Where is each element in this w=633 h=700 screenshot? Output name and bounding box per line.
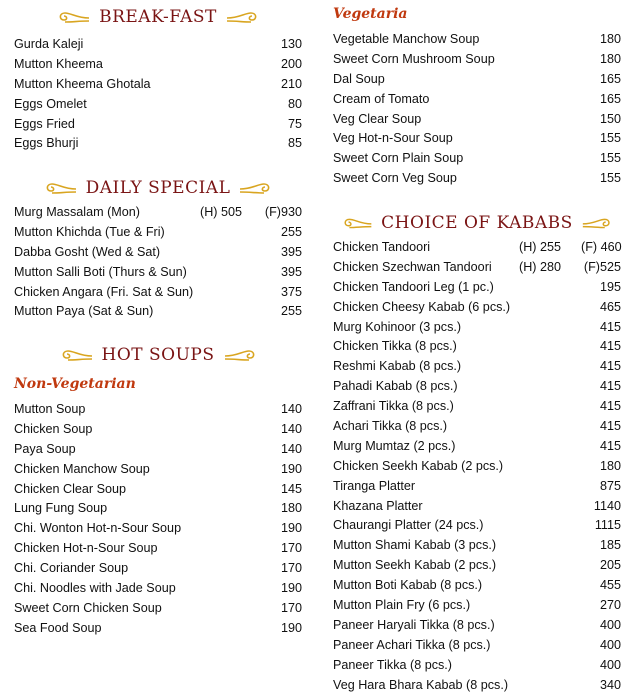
menu-item bbox=[333, 257, 621, 277]
item-price: 155 bbox=[599, 171, 621, 186]
daily-special-heading bbox=[14, 178, 302, 198]
item-price: 255 bbox=[280, 304, 302, 319]
item-price: 75 bbox=[287, 116, 302, 131]
item-name: Gurda Kaleji bbox=[14, 36, 84, 51]
item-name: Chicken Manchow Soup bbox=[14, 461, 150, 476]
gold-swirl-icon bbox=[50, 347, 94, 363]
item-price: 130 bbox=[280, 36, 302, 51]
item-price: 455 bbox=[599, 578, 621, 593]
item-name: Chi. Wonton Hot-n-Sour Soup bbox=[14, 521, 182, 536]
hot-soups-heading bbox=[14, 345, 302, 365]
menu-item bbox=[333, 635, 621, 655]
item-name: Pahadi Kabab (8 pcs.) bbox=[333, 379, 458, 394]
item-price: 395 bbox=[280, 244, 302, 259]
menu-item bbox=[14, 399, 302, 419]
menu-item bbox=[14, 459, 302, 479]
gold-swirl-icon bbox=[581, 215, 621, 231]
gold-swirl-icon bbox=[225, 9, 269, 25]
item-name: Sweet Corn Plain Soup bbox=[333, 151, 464, 166]
item-name: Dal Soup bbox=[333, 71, 385, 86]
item-name: Veg Hot-n-Sour Soup bbox=[333, 131, 453, 146]
item-name: Sweet Corn Mushroom Soup bbox=[333, 51, 495, 66]
item-name: Mutton Kheema bbox=[14, 56, 103, 71]
vegetaria-subheading: Vegetaria bbox=[333, 6, 408, 22]
gold-swirl-icon bbox=[47, 9, 91, 25]
menu-item bbox=[14, 202, 302, 222]
item-price: 465 bbox=[599, 299, 621, 314]
item-price: 340 bbox=[599, 677, 621, 692]
menu-item bbox=[14, 262, 302, 282]
item-price: 200 bbox=[280, 56, 302, 71]
menu-item bbox=[14, 479, 302, 499]
menu-item bbox=[333, 49, 621, 69]
menu-item bbox=[14, 498, 302, 518]
menu-item bbox=[333, 376, 621, 396]
item-price: 210 bbox=[280, 76, 302, 91]
item-name: Lung Fung Soup bbox=[14, 501, 108, 516]
item-price: 415 bbox=[599, 438, 621, 453]
item-name: Mutton Paya (Sat & Sun) bbox=[14, 304, 154, 319]
item-name: Paneer Achari Tikka (8 pcs.) bbox=[333, 637, 491, 652]
menu-item bbox=[14, 114, 302, 134]
item-name: Zaffrani Tikka (8 pcs.) bbox=[333, 399, 454, 414]
item-price: 170 bbox=[280, 600, 302, 615]
gold-swirl-icon bbox=[238, 180, 282, 196]
menu-item bbox=[333, 396, 621, 416]
item-price: 140 bbox=[280, 441, 302, 456]
item-price: 170 bbox=[280, 541, 302, 556]
item-price: (F)525 bbox=[583, 259, 621, 274]
item-name: Paya Soup bbox=[14, 441, 76, 456]
menu-item bbox=[14, 598, 302, 618]
item-price: 415 bbox=[599, 359, 621, 374]
item-name: Chicken Hot-n-Sour Soup bbox=[14, 541, 158, 556]
kababs-heading bbox=[333, 213, 621, 233]
item-price: 400 bbox=[599, 637, 621, 652]
menu-item bbox=[333, 148, 621, 168]
item-price: 415 bbox=[599, 379, 621, 394]
menu-item bbox=[14, 578, 302, 598]
item-price: 140 bbox=[280, 421, 302, 436]
breakfast-heading bbox=[14, 7, 302, 27]
item-name: Mutton Seekh Kabab (2 pcs.) bbox=[333, 558, 497, 573]
item-price: 1140 bbox=[593, 498, 621, 513]
item-name: Chicken Szechwan Tandoori bbox=[333, 259, 492, 274]
menu-item bbox=[14, 242, 302, 262]
item-name: Murg Mumtaz (2 pcs.) bbox=[333, 438, 456, 453]
item-name: Chicken Angara (Fri. Sat & Sun) bbox=[14, 284, 194, 299]
gold-swirl-icon bbox=[223, 347, 267, 363]
breakfast-title: BREAK-FAST bbox=[99, 7, 217, 27]
item-price: 415 bbox=[599, 399, 621, 414]
item-name: Sweet Corn Veg Soup bbox=[333, 171, 457, 186]
menu-item bbox=[14, 94, 302, 114]
menu-item bbox=[14, 222, 302, 242]
menu-item bbox=[333, 416, 621, 436]
item-price: 1115 bbox=[594, 518, 621, 533]
item-price: 180 bbox=[599, 458, 621, 473]
menu-item bbox=[14, 133, 302, 153]
item-price: 180 bbox=[599, 31, 621, 46]
menu-item bbox=[14, 538, 302, 558]
item-name: Chicken Cheesy Kabab (6 pcs.) bbox=[333, 299, 511, 314]
item-price: 415 bbox=[599, 418, 621, 433]
item-name: Chicken Tandoori Leg (1 pc.) bbox=[333, 279, 494, 294]
item-price: 195 bbox=[599, 279, 621, 294]
item-price: 80 bbox=[287, 96, 302, 111]
menu-item bbox=[333, 436, 621, 456]
menu-item bbox=[333, 615, 621, 635]
item-name: Veg Hara Bhara Kabab (8 pcs.) bbox=[333, 677, 509, 692]
gold-swirl-icon bbox=[333, 215, 373, 231]
menu-item bbox=[333, 237, 621, 257]
menu-item bbox=[333, 29, 621, 49]
daily-special-list bbox=[14, 202, 302, 321]
item-price: 155 bbox=[599, 131, 621, 146]
item-price: 180 bbox=[280, 501, 302, 516]
menu-item bbox=[333, 555, 621, 575]
item-price: 140 bbox=[280, 401, 302, 416]
item-name: Chaurangi Platter (24 pcs.) bbox=[333, 518, 484, 533]
item-name: Mutton Plain Fry (6 pcs.) bbox=[333, 597, 471, 612]
item-name: Dabba Gosht (Wed & Sat) bbox=[14, 244, 161, 259]
menu-item bbox=[14, 518, 302, 538]
item-name: Veg Clear Soup bbox=[333, 111, 422, 126]
item-price: 270 bbox=[599, 597, 621, 612]
item-price: 205 bbox=[599, 558, 621, 573]
menu-item bbox=[333, 277, 621, 297]
menu-item bbox=[333, 297, 621, 317]
item-name: Mutton Boti Kabab (8 pcs.) bbox=[333, 578, 483, 593]
item-price: 875 bbox=[599, 478, 621, 493]
item-name: Eggs Fried bbox=[14, 116, 75, 131]
item-name: Paneer Tikka (8 pcs.) bbox=[333, 657, 452, 672]
kababs-list bbox=[333, 237, 621, 694]
veg-soup-list bbox=[333, 29, 621, 188]
menu-item bbox=[333, 595, 621, 615]
item-name: Cream of Tomato bbox=[333, 91, 430, 106]
item-price: 190 bbox=[280, 620, 302, 635]
item-price: 170 bbox=[280, 561, 302, 576]
item-name: Mutton Kheema Ghotala bbox=[14, 76, 151, 91]
menu-item bbox=[14, 419, 302, 439]
menu-item bbox=[333, 496, 621, 516]
item-name: Chicken Soup bbox=[14, 421, 93, 436]
item-price: 185 bbox=[599, 538, 621, 553]
hot-soups-title: HOT SOUPS bbox=[101, 345, 215, 365]
daily-special-title: DAILY SPECIAL bbox=[85, 178, 231, 198]
item-name: Chicken Clear Soup bbox=[14, 481, 127, 496]
item-price: 415 bbox=[599, 339, 621, 354]
menu-item bbox=[14, 301, 302, 321]
item-price: 85 bbox=[287, 136, 302, 151]
item-price: 155 bbox=[599, 151, 621, 166]
menu-item bbox=[333, 89, 621, 109]
item-price: 400 bbox=[599, 657, 621, 672]
item-half-price: (H) 255 bbox=[519, 239, 561, 254]
item-price: 190 bbox=[280, 521, 302, 536]
item-name: Murg Massalam (Mon) bbox=[14, 204, 140, 219]
menu-item bbox=[333, 336, 621, 356]
kababs-title: CHOICE OF KABABS bbox=[381, 213, 573, 233]
non-veg-soup-list bbox=[14, 399, 302, 638]
item-name: Tiranga Platter bbox=[333, 478, 416, 493]
menu-item bbox=[333, 109, 621, 129]
item-name: Mutton Salli Boti (Thurs & Sun) bbox=[14, 264, 187, 279]
item-price: (F)930 bbox=[264, 204, 302, 219]
menu-item bbox=[333, 356, 621, 376]
item-half-price: (H) 280 bbox=[519, 259, 561, 274]
item-price: 375 bbox=[280, 284, 302, 299]
menu-item bbox=[14, 34, 302, 54]
menu-item bbox=[14, 439, 302, 459]
item-name: Sea Food Soup bbox=[14, 620, 102, 635]
item-name: Mutton Khichda (Tue & Fri) bbox=[14, 224, 165, 239]
item-price: 255 bbox=[280, 224, 302, 239]
item-half-price: (H) 505 bbox=[200, 204, 242, 219]
item-price: 150 bbox=[599, 111, 621, 126]
gold-swirl-icon bbox=[34, 180, 78, 196]
item-price: 165 bbox=[599, 91, 621, 106]
menu-item bbox=[333, 456, 621, 476]
item-price: 190 bbox=[280, 461, 302, 476]
non-veg-subheading: Non-Vegetarian bbox=[14, 376, 136, 392]
breakfast-list bbox=[14, 34, 302, 153]
item-name: Mutton Soup bbox=[14, 401, 86, 416]
item-name: Paneer Haryali Tikka (8 pcs.) bbox=[333, 617, 495, 632]
menu-item bbox=[14, 618, 302, 638]
menu-item bbox=[333, 575, 621, 595]
item-name: Murg Kohinoor (3 pcs.) bbox=[333, 319, 462, 334]
item-name: Sweet Corn Chicken Soup bbox=[14, 600, 162, 615]
menu-item bbox=[14, 282, 302, 302]
menu-item bbox=[14, 54, 302, 74]
item-name: Achari Tikka (8 pcs.) bbox=[333, 418, 448, 433]
menu-item bbox=[333, 515, 621, 535]
item-name: Khazana Platter bbox=[333, 498, 423, 513]
item-name: Chicken Tikka (8 pcs.) bbox=[333, 339, 457, 354]
item-name: Eggs Omelet bbox=[14, 96, 87, 111]
item-price: 180 bbox=[599, 51, 621, 66]
item-name: Chi. Coriander Soup bbox=[14, 561, 129, 576]
menu-item bbox=[14, 558, 302, 578]
menu-item bbox=[333, 317, 621, 337]
menu-item bbox=[14, 74, 302, 94]
item-price: (F) 460 bbox=[581, 239, 622, 254]
item-name: Chicken Seekh Kabab (2 pcs.) bbox=[333, 458, 504, 473]
item-price: 400 bbox=[599, 617, 621, 632]
menu-item bbox=[333, 128, 621, 148]
item-price: 190 bbox=[280, 580, 302, 595]
menu-item bbox=[333, 476, 621, 496]
menu-item bbox=[333, 168, 621, 188]
item-price: 415 bbox=[599, 319, 621, 334]
item-name: Reshmi Kabab (8 pcs.) bbox=[333, 359, 462, 374]
menu-item bbox=[333, 69, 621, 89]
menu-item bbox=[333, 535, 621, 555]
item-name: Eggs Bhurji bbox=[14, 136, 79, 151]
menu-item bbox=[333, 655, 621, 675]
item-name: Chi. Noodles with Jade Soup bbox=[14, 580, 176, 595]
item-name: Vegetable Manchow Soup bbox=[333, 31, 480, 46]
menu-item bbox=[333, 675, 621, 695]
item-name: Chicken Tandoori bbox=[333, 239, 431, 254]
item-price: 395 bbox=[280, 264, 302, 279]
item-name: Mutton Shami Kabab (3 pcs.) bbox=[333, 538, 497, 553]
item-price: 165 bbox=[599, 71, 621, 86]
item-price: 145 bbox=[280, 481, 302, 496]
